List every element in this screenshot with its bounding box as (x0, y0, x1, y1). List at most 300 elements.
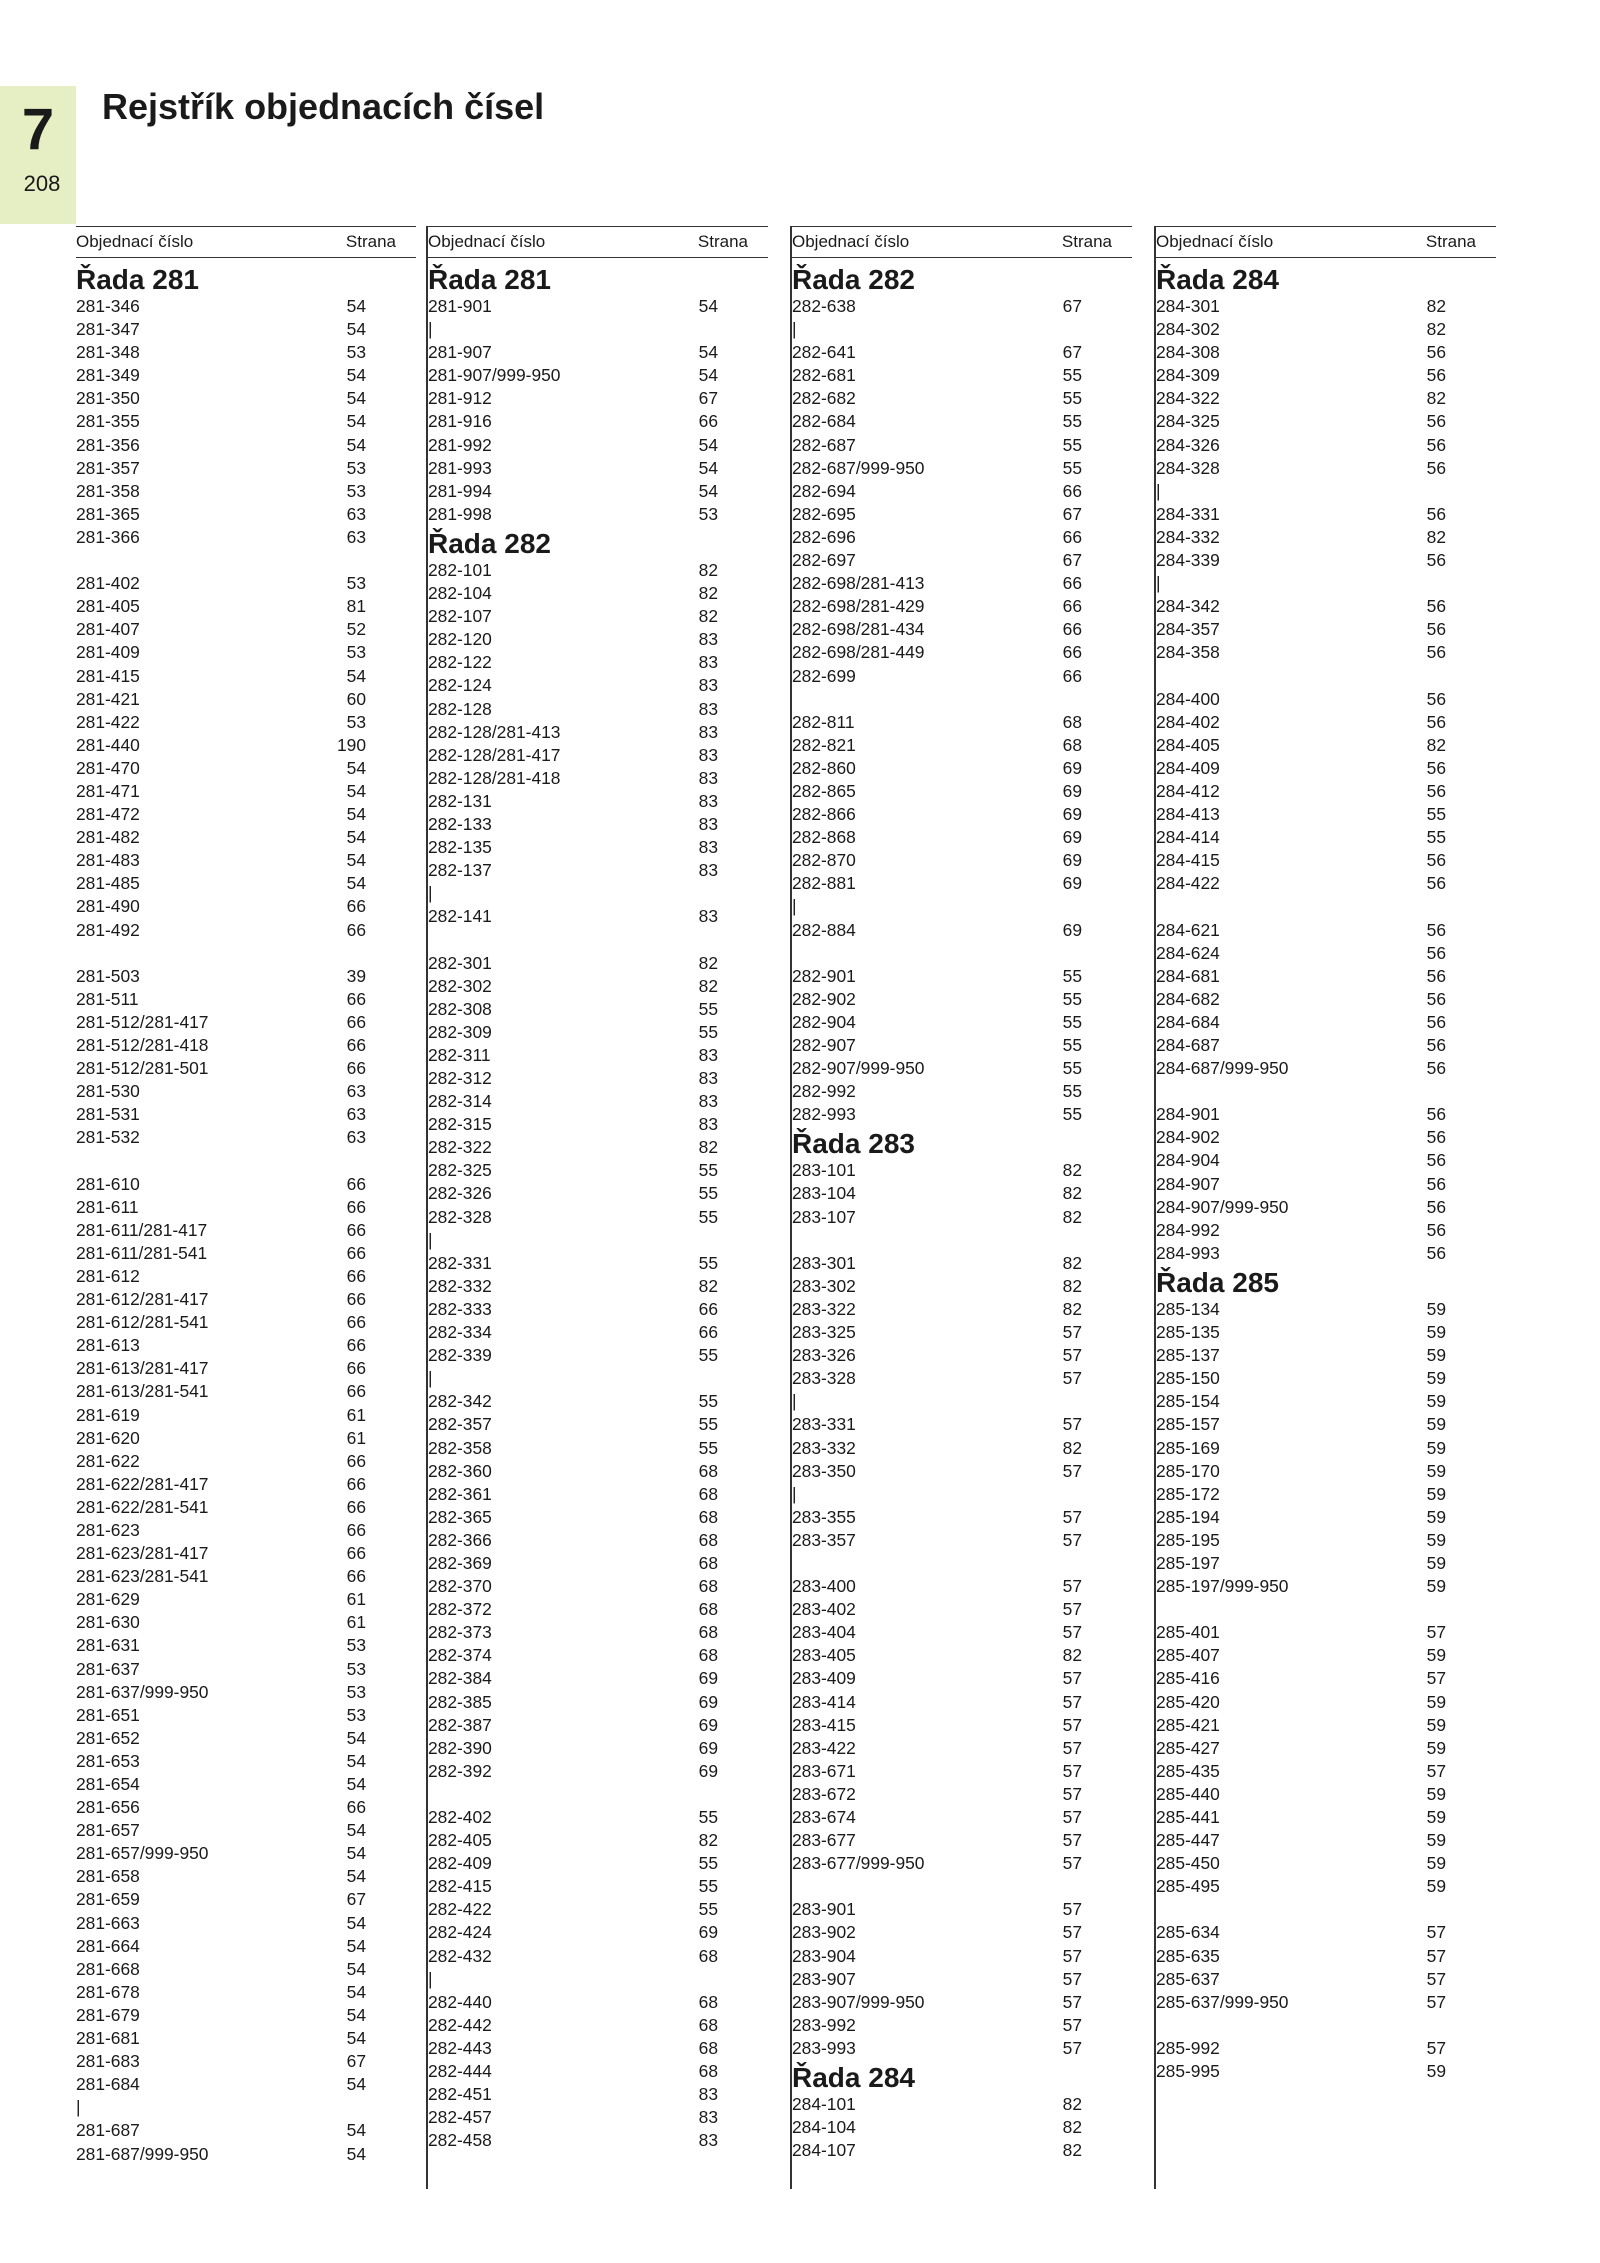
page-reference: 81 (346, 596, 366, 617)
order-number: 281-622 (76, 1450, 140, 1471)
column-header (792, 226, 1132, 258)
column-header (76, 226, 416, 258)
page-reference: 66 (346, 1358, 366, 1379)
order-number: 283-326 (792, 1345, 856, 1366)
order-number: 282-372 (428, 1599, 492, 1620)
order-number: 281-470 (76, 757, 140, 778)
index-row (76, 1519, 416, 1542)
order-number: 283-414 (792, 1691, 856, 1712)
index-row (76, 1727, 416, 1750)
index-row (1156, 1483, 1496, 1506)
page-reference: 54 (346, 2028, 366, 2049)
order-number: 284-302 (1156, 319, 1220, 340)
order-number: 285-154 (1156, 1391, 1220, 1412)
page-reference: 54 (346, 2074, 366, 2095)
order-number: 281-531 (76, 1104, 140, 1125)
index-row (1156, 572, 1496, 595)
index-row (792, 549, 1132, 572)
order-number: | (1156, 573, 1161, 594)
order-number: 283-671 (792, 1760, 856, 1781)
page-reference: 66 (346, 919, 366, 940)
index-row (1156, 1691, 1496, 1714)
page-reference: 68 (698, 1552, 718, 1573)
order-number: 281-652 (76, 1727, 140, 1748)
page-reference: 55 (1426, 804, 1446, 825)
order-number: 284-904 (1156, 1150, 1220, 1171)
order-number: 281-654 (76, 1774, 140, 1794)
page-reference: 57 (1062, 1922, 1082, 1943)
order-number: 284-301 (1156, 296, 1220, 316)
page-reference: 69 (1062, 827, 1082, 848)
page-reference: 67 (698, 388, 718, 409)
page-reference: 54 (346, 1727, 366, 1748)
order-number: 283-101 (792, 1160, 856, 1181)
order-number: 285-420 (1156, 1691, 1220, 1712)
order-number: 281-668 (76, 1958, 140, 1979)
page-reference: 54 (346, 1912, 366, 1933)
page-reference: 68 (698, 1622, 718, 1643)
order-number: 283-677/999-950 (792, 1853, 925, 1874)
index-row (1156, 1173, 1496, 1196)
index-row (76, 1750, 416, 1773)
index-row (428, 2106, 768, 2129)
order-number: 283-405 (792, 1645, 856, 1666)
index-row (1156, 965, 1496, 988)
index-row (76, 1565, 416, 1588)
order-number: 284-104 (792, 2117, 856, 2138)
page-reference: 63 (346, 1104, 366, 1125)
page-reference: 66 (698, 1322, 718, 1343)
index-row (1156, 942, 1496, 965)
index-row (76, 849, 416, 872)
order-number: 282-374 (428, 1645, 492, 1666)
index-row (428, 1067, 768, 1090)
page-reference: 55 (698, 1021, 718, 1042)
order-number: 282-901 (792, 965, 856, 986)
order-number: 285-194 (1156, 1506, 1220, 1527)
index-row (428, 1598, 768, 1621)
order-number: | (428, 883, 433, 904)
index-row (1156, 1460, 1496, 1483)
index-row (76, 2027, 416, 2050)
index-row (1156, 1621, 1496, 1644)
index-row (76, 780, 416, 803)
index-row (76, 1219, 416, 1242)
index-row (792, 1034, 1132, 1057)
order-number: 284-907/999-950 (1156, 1196, 1289, 1217)
index-row (792, 641, 1132, 664)
group-spacer (792, 1875, 1132, 1898)
page-reference: 83 (698, 906, 718, 927)
page-reference: 82 (1062, 1298, 1082, 1319)
group-spacer (792, 688, 1132, 711)
page-reference: 59 (1426, 1483, 1446, 1504)
index-row (792, 965, 1132, 988)
page-reference: 56 (1426, 457, 1446, 478)
index-row (792, 1575, 1132, 1598)
page-reference: 68 (698, 1460, 718, 1481)
order-number: 281-611/281-417 (76, 1219, 208, 1240)
index-row (792, 1691, 1132, 1714)
index-row (1156, 1852, 1496, 1875)
order-number: 281-623 (76, 1519, 140, 1540)
order-number: | (792, 319, 797, 340)
index-row (76, 1450, 416, 1473)
order-number: 282-107 (428, 606, 492, 627)
page-reference: 57 (1062, 1945, 1082, 1966)
index-column-1 (76, 226, 416, 2189)
index-row (1156, 1529, 1496, 1552)
group-spacer (1156, 665, 1496, 688)
order-number: 283-415 (792, 1714, 856, 1735)
index-row (428, 1898, 768, 1921)
order-number: 283-422 (792, 1737, 856, 1758)
index-row (428, 1390, 768, 1413)
page-reference: 59 (1426, 1830, 1446, 1851)
order-number: 281-658 (76, 1866, 140, 1887)
order-number: 281-511 (76, 988, 139, 1009)
page-reference: 82 (1062, 1437, 1082, 1458)
index-row (428, 1552, 768, 1575)
order-number: 284-993 (1156, 1242, 1220, 1263)
index-row (76, 1888, 416, 1911)
group-spacer (76, 942, 416, 965)
group-spacer (76, 1149, 416, 1172)
index-row (792, 341, 1132, 364)
index-row (1156, 1321, 1496, 1344)
page-reference: 53 (346, 342, 366, 363)
order-number: 284-414 (1156, 827, 1220, 848)
order-number: 282-387 (428, 1714, 492, 1735)
order-number: 284-624 (1156, 942, 1220, 963)
page-reference: 56 (1426, 1104, 1446, 1125)
index-row (76, 641, 416, 664)
page-reference: 54 (346, 1843, 366, 1864)
header-order-number: Objednací číslo (428, 232, 546, 251)
order-number: 282-326 (428, 1183, 492, 1204)
index-row (792, 1057, 1132, 1080)
order-number: | (428, 1968, 433, 1989)
page-reference: 61 (346, 1427, 366, 1448)
page-reference: 82 (1062, 1183, 1082, 1204)
index-row (1156, 688, 1496, 711)
page-reference: 66 (346, 1450, 366, 1471)
index-row (1156, 1968, 1496, 1991)
index-column-3 (790, 226, 1132, 2189)
index-row (792, 503, 1132, 526)
order-number: 283-325 (792, 1322, 856, 1343)
index-row (1156, 734, 1496, 757)
group-spacer (792, 1229, 1132, 1252)
order-number: 281-613/281-541 (76, 1381, 209, 1402)
page-reference: 66 (698, 411, 718, 432)
index-row (76, 1842, 416, 1865)
index-row (792, 988, 1132, 1011)
page-reference: 53 (346, 1658, 366, 1679)
index-row (792, 1367, 1132, 1390)
index-row (792, 387, 1132, 410)
order-number: 282-325 (428, 1160, 492, 1181)
index-row (792, 318, 1132, 341)
index-row (1156, 549, 1496, 572)
page-reference: 55 (698, 1414, 718, 1435)
page-reference: 57 (1426, 1991, 1446, 2012)
page-reference: 66 (346, 1196, 366, 1217)
order-number: | (792, 1391, 797, 1412)
page-reference: 54 (346, 1774, 366, 1794)
order-number: 284-358 (1156, 642, 1220, 663)
page-reference: 68 (1062, 734, 1082, 755)
group-spacer (1156, 1598, 1496, 1621)
page-reference: 66 (346, 1566, 366, 1587)
index-row (1156, 1575, 1496, 1598)
order-number: 282-104 (428, 583, 492, 604)
chapter-number: 7 (21, 97, 55, 162)
order-number: 285-421 (1156, 1714, 1220, 1735)
order-number: 281-415 (76, 665, 140, 686)
order-number: 281-619 (76, 1404, 140, 1425)
page-reference: 66 (346, 1473, 366, 1494)
order-number: 282-444 (428, 2061, 492, 2082)
header-order-number: Objednací číslo (1156, 232, 1274, 251)
order-number: 282-128/281-418 (428, 767, 561, 788)
index-row (792, 1011, 1132, 1034)
column-entries (428, 262, 768, 2152)
page-reference: 59 (1426, 1691, 1446, 1712)
order-number: 282-124 (428, 675, 492, 696)
index-row (1156, 1945, 1496, 1968)
header-page: Strana (1425, 232, 1476, 251)
page-reference: 83 (698, 698, 718, 719)
order-number: 282-684 (792, 411, 856, 432)
index-row (428, 1021, 768, 1044)
order-number: 282-638 (792, 296, 856, 316)
order-number: 282-339 (428, 1345, 492, 1366)
order-number: 282-135 (428, 837, 492, 858)
page-reference: 68 (698, 1991, 718, 2012)
index-row (1156, 1737, 1496, 1760)
index-row (1156, 1034, 1496, 1057)
order-number: 281-407 (76, 619, 140, 640)
order-number: 284-422 (1156, 873, 1220, 894)
page-reference: 57 (1426, 1945, 1446, 1966)
index-row (76, 1773, 416, 1796)
index-row (1156, 919, 1496, 942)
page-reference: 66 (1062, 642, 1082, 663)
page-reference: 56 (1426, 780, 1446, 801)
index-row (428, 1644, 768, 1667)
page-reference: 57 (1062, 1991, 1082, 2012)
index-row (76, 1912, 416, 1935)
order-number: 282-424 (428, 1922, 492, 1943)
page-reference: 83 (698, 744, 718, 765)
index-row (1156, 434, 1496, 457)
index-row (428, 1159, 768, 1182)
order-number: 282-309 (428, 1021, 492, 1042)
order-number: 282-696 (792, 526, 856, 547)
page-reference: 66 (346, 1173, 366, 1194)
order-number: 285-134 (1156, 1298, 1220, 1319)
page-reference: 82 (1426, 526, 1446, 547)
order-number: 281-613/281-417 (76, 1358, 209, 1379)
index-row (76, 965, 416, 988)
page-reference: 83 (698, 837, 718, 858)
order-number: 282-458 (428, 2130, 492, 2151)
index-row (792, 757, 1132, 780)
index-row (792, 1206, 1132, 1229)
index-row (1156, 595, 1496, 618)
page-reference: 54 (346, 804, 366, 825)
index-row (76, 434, 416, 457)
order-number: 281-613 (76, 1335, 140, 1356)
order-number: 282-308 (428, 998, 492, 1019)
page-reference: 190 (336, 734, 366, 755)
page-reference: 59 (1426, 1298, 1446, 1319)
order-number: 283-301 (792, 1252, 856, 1273)
page-reference: 82 (1062, 1252, 1082, 1273)
index-row (428, 1321, 768, 1344)
index-row (1156, 1103, 1496, 1126)
page-reference: 57 (1062, 1714, 1082, 1735)
index-row (76, 2073, 416, 2096)
index-row (792, 1921, 1132, 1944)
page-reference: 56 (1426, 688, 1446, 709)
page-reference: 54 (346, 1958, 366, 1979)
order-number: 281-664 (76, 1935, 140, 1956)
index-row (76, 895, 416, 918)
page-reference: 56 (1426, 365, 1446, 386)
page-reference: 56 (1426, 1127, 1446, 1148)
order-number: 282-366 (428, 1529, 492, 1550)
page-reference: 55 (698, 1391, 718, 1412)
index-row (1156, 364, 1496, 387)
page-reference: 59 (1426, 1368, 1446, 1389)
index-row (76, 803, 416, 826)
index-row (1156, 1390, 1496, 1413)
page-reference: 54 (346, 2004, 366, 2025)
order-number: 284-684 (1156, 1011, 1220, 1032)
page-reference: 82 (1062, 2140, 1082, 2161)
page-reference: 59 (1426, 1460, 1446, 1481)
page-reference: 83 (698, 813, 718, 834)
order-number: 281-679 (76, 2004, 140, 2025)
index-row (1156, 341, 1496, 364)
order-number: 281-656 (76, 1797, 140, 1818)
order-number: 281-630 (76, 1612, 140, 1633)
index-row (1156, 457, 1496, 480)
page-reference: 69 (1062, 919, 1082, 940)
page-reference: 83 (698, 629, 718, 650)
page-reference: 82 (1426, 319, 1446, 340)
index-row (76, 572, 416, 595)
index-row (1156, 1552, 1496, 1575)
order-number: 281-907 (428, 342, 492, 363)
order-number: 284-309 (1156, 365, 1220, 386)
order-number: 284-687 (1156, 1035, 1220, 1055)
page-reference: 57 (1062, 1830, 1082, 1851)
page-reference: 59 (1426, 1714, 1446, 1735)
page-reference: 69 (1062, 780, 1082, 801)
index-row (76, 1103, 416, 1126)
order-number: 283-993 (792, 2037, 856, 2058)
page-reference: 66 (1062, 480, 1082, 501)
order-number: 281-657 (76, 1820, 140, 1841)
order-number: 281-637 (76, 1658, 140, 1679)
page-reference: 82 (698, 583, 718, 604)
index-row (428, 628, 768, 651)
order-number: 282-432 (428, 1945, 492, 1966)
order-number: 281-998 (428, 503, 492, 524)
index-row (1156, 1806, 1496, 1829)
page-reference: 54 (698, 434, 718, 455)
order-number: 281-678 (76, 1981, 140, 2002)
page-reference: 56 (1426, 1173, 1446, 1194)
order-number: 282-141 (428, 906, 492, 927)
index-row (792, 1390, 1132, 1413)
index-row (76, 1704, 416, 1727)
order-number: 282-687 (792, 434, 856, 455)
index-row (428, 1921, 768, 1944)
index-row (76, 1634, 416, 1657)
page-reference: 66 (346, 1058, 366, 1079)
order-number: 284-332 (1156, 526, 1220, 547)
index-row (1156, 2060, 1496, 2083)
order-number: 282-641 (792, 342, 856, 363)
order-number: 281-402 (76, 573, 140, 594)
order-number: 282-866 (792, 804, 856, 825)
page-reference: 82 (698, 975, 718, 996)
order-number: 285-197/999-950 (1156, 1576, 1289, 1597)
index-row (792, 2093, 1132, 2116)
index-row (428, 582, 768, 605)
page-reference: 59 (1426, 1529, 1446, 1550)
index-row (428, 1829, 768, 1852)
index-row (428, 1206, 768, 1229)
page-reference: 63 (346, 1081, 366, 1102)
order-number: 283-357 (792, 1529, 856, 1550)
order-number: 281-610 (76, 1173, 140, 1194)
index-row (1156, 295, 1496, 318)
order-number: 282-881 (792, 873, 856, 894)
order-number: 281-405 (76, 596, 140, 617)
page-reference: 53 (346, 573, 366, 594)
index-row (792, 2139, 1132, 2162)
order-number: 284-342 (1156, 596, 1220, 617)
page-reference: 52 (346, 619, 366, 640)
page-reference: 67 (1062, 296, 1082, 316)
order-number: 281-357 (76, 457, 140, 478)
page-reference: 39 (346, 965, 366, 986)
page-reference: 69 (1062, 850, 1082, 871)
order-number: 281-620 (76, 1427, 140, 1448)
index-row (428, 364, 768, 387)
page-reference: 54 (698, 342, 718, 363)
index-row (76, 665, 416, 688)
header-order-number: Objednací číslo (76, 232, 194, 251)
group-spacer (428, 1783, 768, 1806)
index-column-4 (1154, 226, 1496, 2189)
order-number: 281-347 (76, 319, 140, 340)
page-reference: 66 (1062, 526, 1082, 547)
group-spacer (1156, 1898, 1496, 1921)
page-reference: 67 (1062, 503, 1082, 524)
page-reference: 56 (1426, 1219, 1446, 1240)
order-number: | (792, 1483, 797, 1504)
index-row (792, 1080, 1132, 1103)
index-row (76, 410, 416, 433)
index-row (1156, 803, 1496, 826)
order-number: 282-301 (428, 952, 492, 973)
